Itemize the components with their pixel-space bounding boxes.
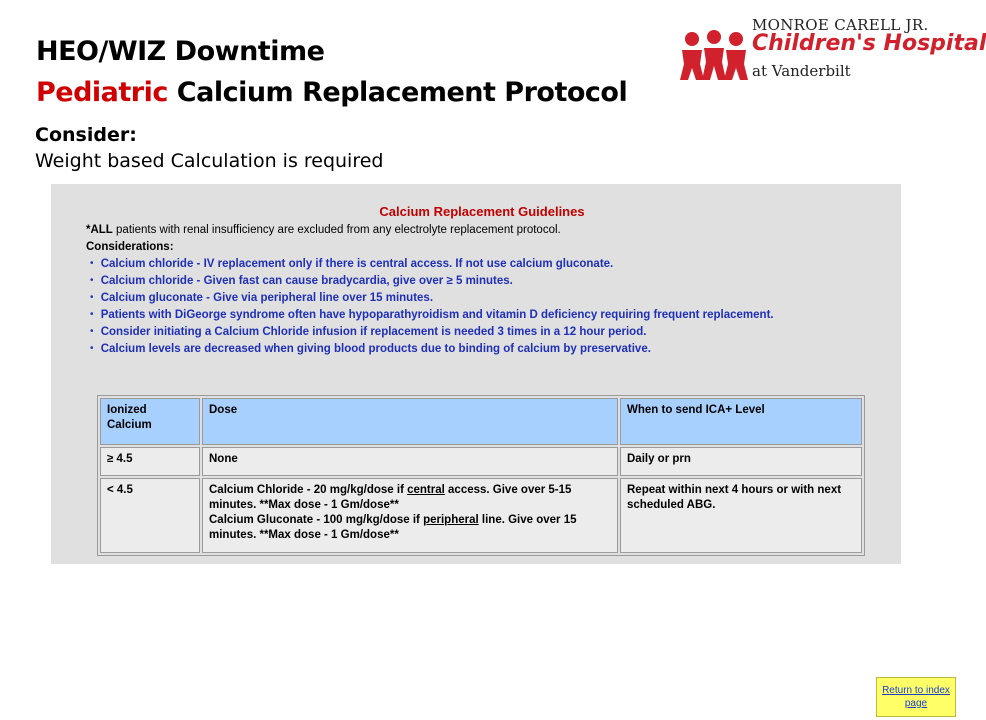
cell-level: < 4.5 bbox=[100, 478, 200, 553]
title-protocol: Calcium Replacement Protocol bbox=[167, 77, 628, 108]
guidelines-text bbox=[86, 222, 806, 358]
consideration-item: ・ Calcium chloride - Given fast can cause bradycardia, give over ≥ 5 minutes. bbox=[86, 275, 513, 287]
header-dose: Dose bbox=[202, 398, 618, 445]
logo-line2: Children's Hospital bbox=[752, 31, 986, 56]
logo-line3: at Vanderbilt bbox=[752, 62, 851, 80]
cell-when: Daily or prn bbox=[620, 447, 862, 476]
table-row bbox=[100, 447, 862, 476]
header-ionized-calcium: Ionized Calcium bbox=[100, 398, 200, 445]
logo-line1: MONROE CARELL JR. bbox=[752, 16, 929, 34]
consideration-item: ・ Calcium gluconate - Give via peripheral line over 15 minutes. bbox=[86, 292, 434, 304]
guidelines-panel bbox=[51, 184, 901, 564]
hospital-logo bbox=[680, 16, 986, 86]
considerations-label: Considerations: bbox=[86, 241, 174, 253]
calcium-chloride-dose: Calcium Chloride - 20 mg/kg/dose if central access. Give over 5-15 minutes. **Max dose - 1 Gm/dose** bbox=[209, 484, 572, 511]
title-pediatric: Pediatric bbox=[36, 77, 168, 108]
consider-label: Consider: bbox=[35, 124, 137, 146]
weight-note: Weight based Calculation is required bbox=[35, 150, 384, 172]
calcium-gluconate-dose: Calcium Gluconate - 100 mg/kg/dose if peripheral line. Give over 15 minutes. **Max dose - 1 Gm/dose** bbox=[209, 514, 577, 541]
cell-level: ≥ 4.5 bbox=[100, 447, 200, 476]
cell-dose bbox=[202, 478, 618, 553]
exclusion-note: *ALL patients with renal insufficiency are excluded from any electrolyte replacement protocol. bbox=[86, 224, 561, 236]
consideration-item: ・ Calcium chloride - IV replacement only if there is central access. If not use calcium gluconate. bbox=[86, 258, 614, 270]
consideration-item: ・ Calcium levels are decreased when giving blood products due to binding of calcium by preservative. bbox=[86, 343, 651, 355]
consideration-item: ・ Patients with DiGeorge syndrome often have hypoparathyroidism and vitamin D deficiency requiring frequent replacement. bbox=[86, 309, 774, 321]
dosing-table bbox=[97, 395, 865, 556]
table-header-row bbox=[100, 398, 862, 445]
children-figures-icon bbox=[680, 30, 748, 82]
page-title-line2 bbox=[36, 77, 627, 108]
consideration-item: ・ Consider initiating a Calcium Chloride infusion if replacement is needed 3 times in a 12 hour period. bbox=[86, 326, 647, 338]
return-to-index-link[interactable]: Return to index page bbox=[876, 677, 956, 717]
cell-dose: None bbox=[202, 447, 618, 476]
page-title-line1: HEO/WIZ Downtime bbox=[36, 36, 325, 67]
cell-when: Repeat within next 4 hours or with next scheduled ABG. bbox=[620, 478, 862, 553]
guidelines-title: Calcium Replacement Guidelines bbox=[379, 204, 585, 219]
header-when-to-send: When to send ICA+ Level bbox=[620, 398, 862, 445]
table-row bbox=[100, 478, 862, 553]
